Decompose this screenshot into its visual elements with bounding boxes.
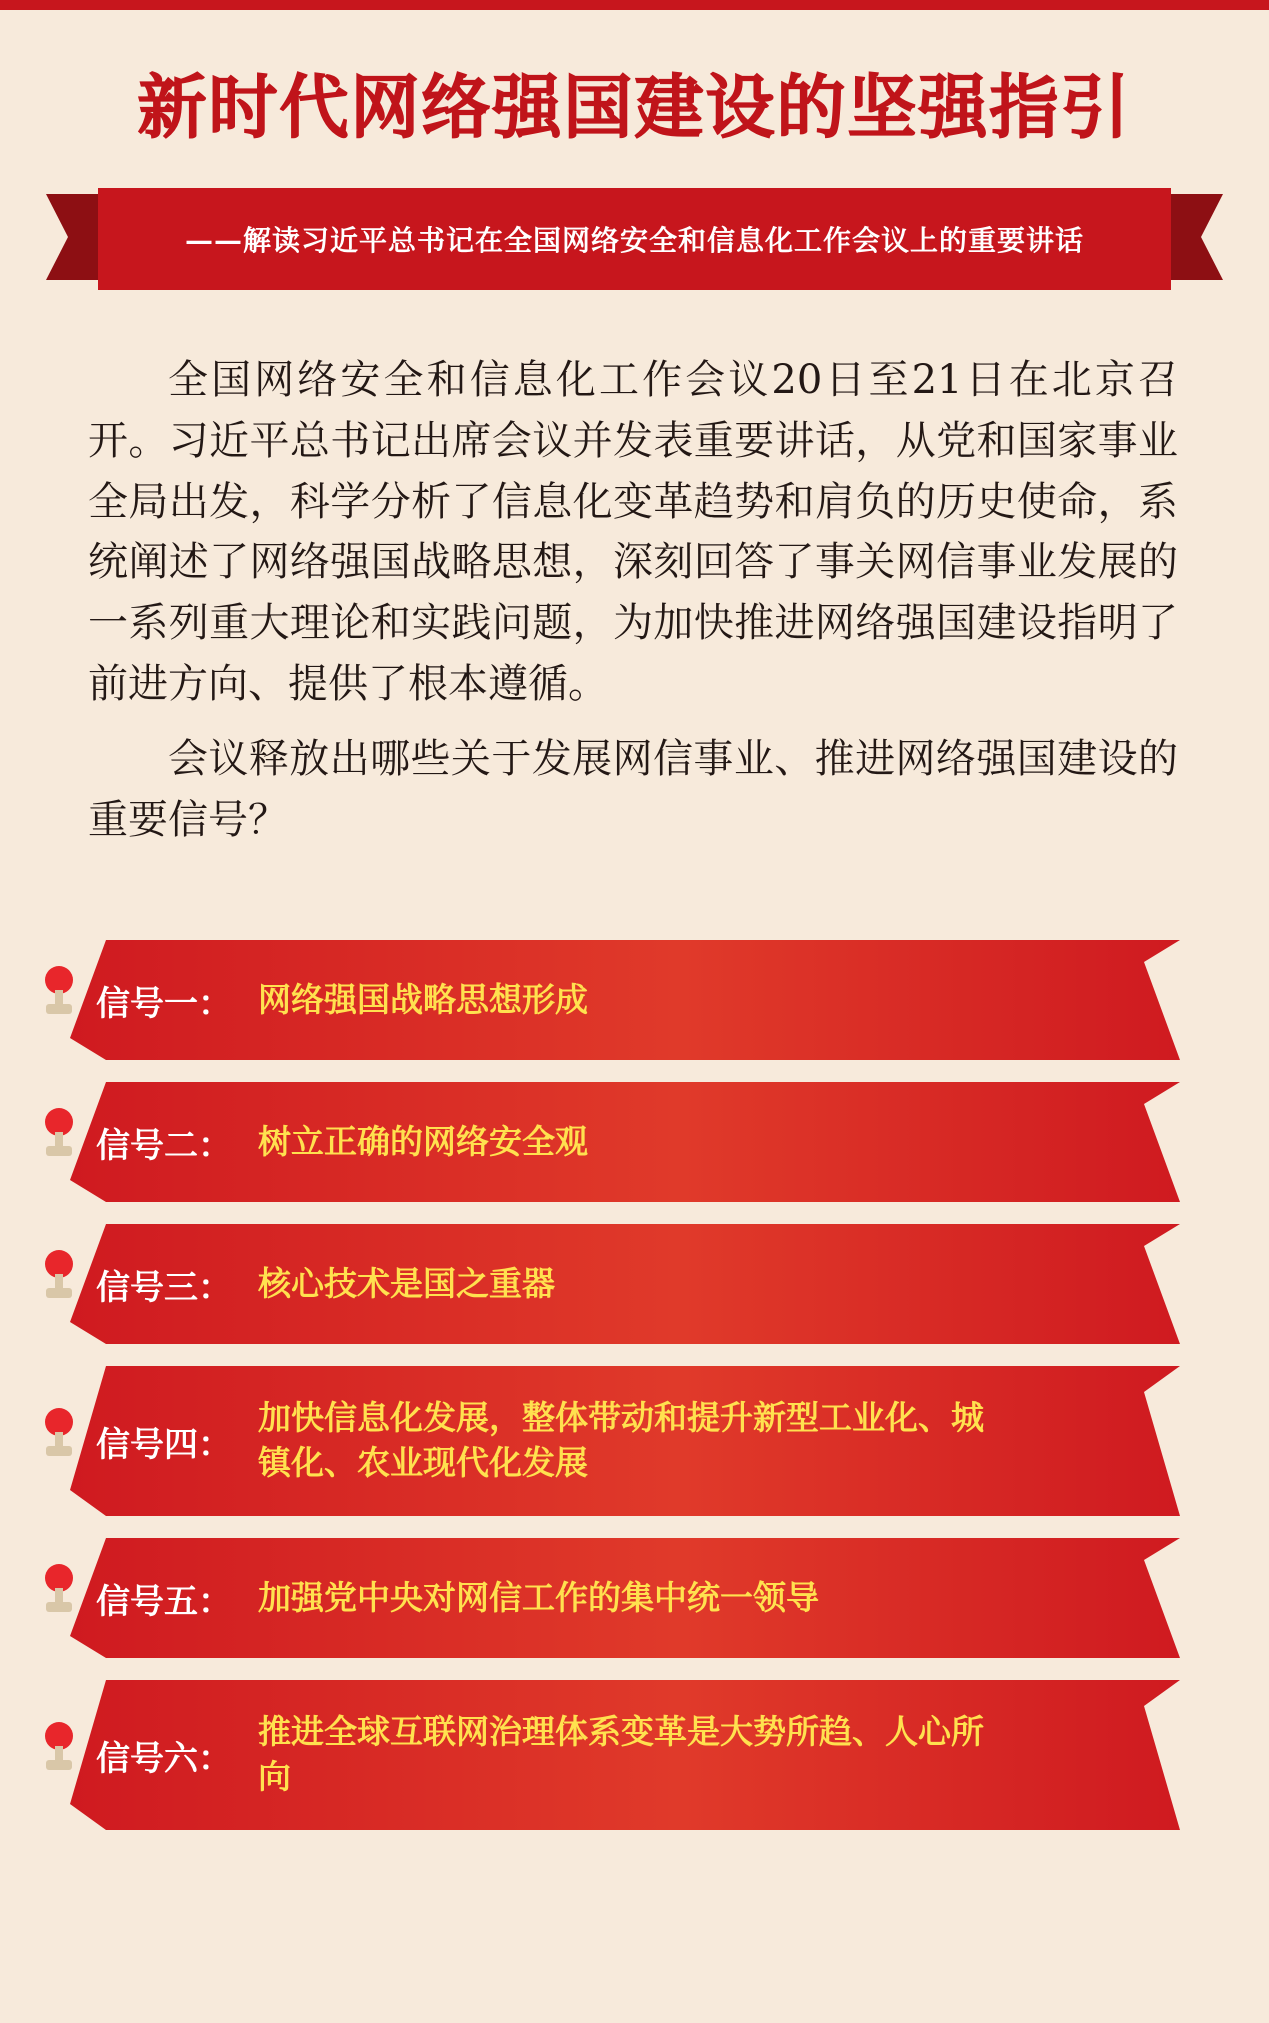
paragraph-1: 全国网络安全和信息化工作会议20日至21日在北京召开。习近平总书记出席会议并发表重要讲话，从党和国家事业全局出发，科学分析了信息化变革趋势和肩负的历史使命，系统阐述了网络强国战略思想，深刻回答了事关网信事业发展的一系列重大理论和实践问题，为加快推进网络强国建设指明了前进方向、提供了根本遵循。	[88, 357, 1178, 707]
list-item	[0, 1082, 1269, 1202]
subtitle-text: ——解读习近平总书记在全国网络安全和信息化工作会议上的重要讲话	[184, 224, 1084, 257]
list-item	[0, 1538, 1269, 1658]
signal-content	[0, 1224, 1269, 1344]
signal-label: 信号一：	[96, 983, 232, 1024]
list-item	[0, 1680, 1269, 1830]
signal-text: 树立正确的网络安全观	[258, 1121, 588, 1161]
signal-content	[0, 940, 1269, 1060]
signal-content	[0, 1538, 1269, 1658]
list-item	[0, 940, 1269, 1060]
signal-text: 核心技术是国之重器	[258, 1263, 555, 1303]
list-item	[0, 1224, 1269, 1344]
signal-label: 信号三：	[96, 1267, 232, 1308]
signal-text: 加快信息化发展，整体带动和提升新型工业化、城镇化、农业现代化发展	[258, 1398, 984, 1482]
ribbon-body	[98, 188, 1171, 290]
top-accent-bar	[0, 0, 1269, 10]
ribbon-tail-right	[1163, 194, 1223, 280]
signal-label: 信号四：	[96, 1424, 232, 1465]
signal-content	[0, 1680, 1269, 1830]
signal-content	[0, 1082, 1269, 1202]
signal-text: 加强党中央对网信工作的集中统一领导	[258, 1577, 819, 1617]
poster-page	[0, 10, 1269, 2023]
signal-text: 推进全球互联网治理体系变革是大势所趋、人心所向	[258, 1712, 984, 1796]
signal-content	[0, 1366, 1269, 1516]
ribbon-tail-left	[46, 194, 106, 280]
page-title: 新时代网络强国建设的坚强指引	[137, 68, 1132, 148]
signal-label: 信号五：	[96, 1581, 232, 1622]
subtitle-ribbon	[0, 188, 1269, 298]
signal-list	[0, 940, 1269, 1852]
article-body	[88, 350, 1178, 864]
signal-label: 信号六：	[96, 1738, 232, 1779]
paragraph-2: 会议释放出哪些关于发展网信事业、推进网络强国建设的重要信号？	[88, 735, 1178, 843]
list-item	[0, 1366, 1269, 1516]
signal-text: 网络强国战略思想形成	[258, 979, 588, 1019]
signal-label: 信号二：	[96, 1125, 232, 1166]
